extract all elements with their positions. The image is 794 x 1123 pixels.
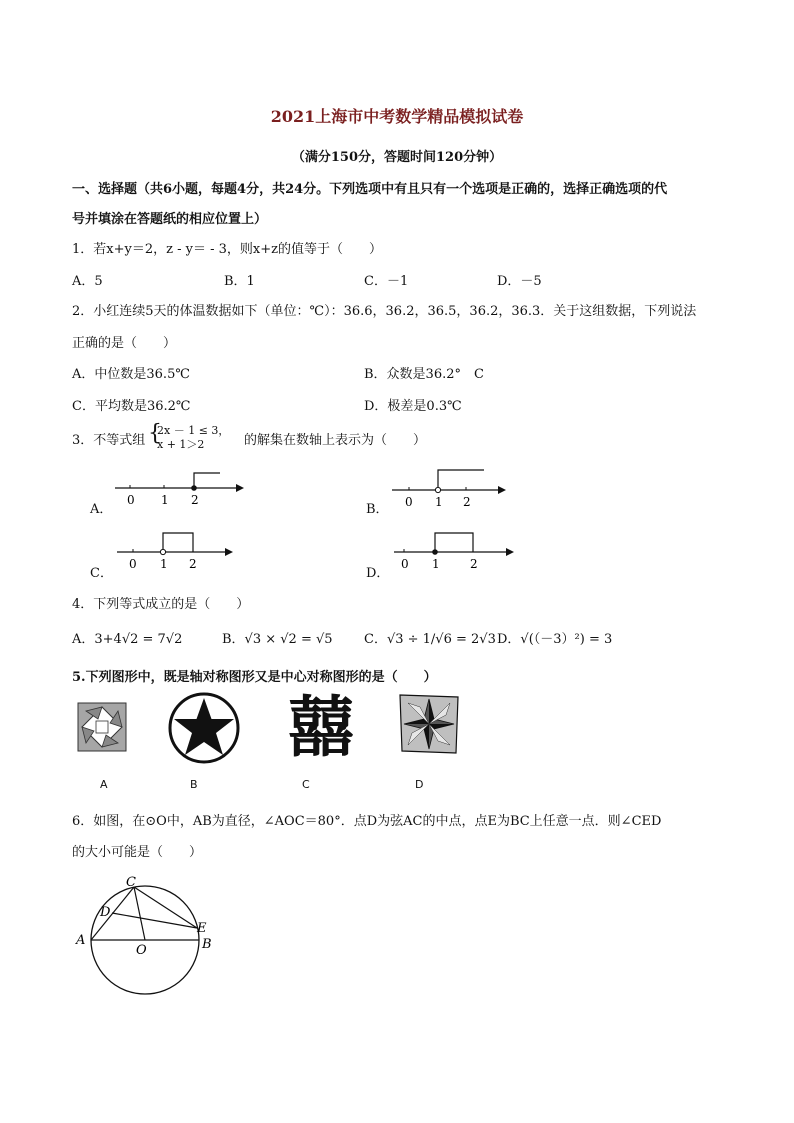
q3-numberline-c <box>115 530 240 572</box>
q3-option-c-label: C． <box>90 566 113 581</box>
q4-option-c: C．√3 ÷ 1/√6 = 2√3 <box>364 632 496 647</box>
q2-option-a: A．中位数是36.5℃ <box>72 367 190 382</box>
q3-numberline-b <box>390 468 515 510</box>
q3-ineq2: x + 1＞2 <box>157 438 205 451</box>
q4-option-a: A．3+4√2 = 7√2 <box>72 632 183 647</box>
q5-label-b: B <box>190 778 198 791</box>
tick-label-2: 2 <box>463 495 471 509</box>
label-e: E <box>197 921 207 936</box>
q4-option-b: B．√3 × √2 = √5 <box>222 632 333 647</box>
label-b: B <box>202 937 212 952</box>
q6-circle-figure <box>70 872 220 1032</box>
tick-label-0: 0 <box>129 557 137 571</box>
solid-point <box>432 549 438 555</box>
q4-stem: 4．下列等式成立的是（ ） <box>72 597 250 612</box>
q3-brace: { <box>148 421 162 446</box>
q5-figure-d <box>400 695 458 753</box>
q1-stem: 1．若x+y＝2，z - y＝ - 3，则x+z的值等于（ ） <box>72 242 382 257</box>
q5-figure-a <box>78 703 126 751</box>
solution-interval <box>435 533 473 552</box>
q5-figure-b <box>168 692 240 764</box>
arrow-icon <box>236 484 244 492</box>
page-title: 2021上海市中考数学精品模拟试卷 <box>270 107 524 126</box>
label-c: C <box>126 875 136 890</box>
open-point <box>160 549 165 554</box>
tick-label-2: 2 <box>189 557 197 571</box>
q6-stem-line1: 6．如图，在⊙O中，AB为直径，∠AOC＝80°．点D为弦AC的中点，点E为BC上任意一点．则∠CED <box>72 814 662 829</box>
q3-ineq1: 2x － 1 ≤ 3， <box>157 424 230 437</box>
tick-label-0: 0 <box>127 493 135 507</box>
tick-label-1: 1 <box>435 495 443 509</box>
q1-option-b: B．1 <box>224 274 255 289</box>
q1-option-d: D．－5 <box>497 274 542 289</box>
q1-option-a: A．5 <box>72 274 103 289</box>
solid-point <box>191 485 197 491</box>
segment-oc <box>134 887 145 940</box>
q3-option-d-label: D． <box>366 566 390 581</box>
q6-stem-line2: 的大小可能是（ ） <box>72 845 203 860</box>
tick-label-1: 1 <box>432 557 440 571</box>
tick-label-0: 0 <box>401 557 409 571</box>
tick-label-1: 1 <box>161 493 169 507</box>
q2-option-b: B．众数是36.2° C <box>364 367 484 382</box>
q2-option-d: D．极差是0.3℃ <box>364 399 462 414</box>
q3-option-a-label: A． <box>90 502 113 517</box>
label-d: D <box>100 905 111 920</box>
page-subtitle: （满分150分，答题时间120分钟） <box>291 150 503 165</box>
q3-stem-prefix: 3．不等式组 <box>72 433 146 448</box>
q5-label-a: A <box>100 778 108 791</box>
tick-label-2: 2 <box>470 557 478 571</box>
q5-figure-c: 囍 <box>288 689 354 766</box>
q3-option-b-label: B． <box>366 502 389 517</box>
q2-stem-line2: 正确的是（ ） <box>72 336 177 351</box>
q3-numberline-d <box>392 530 522 572</box>
tick-label-1: 1 <box>160 557 168 571</box>
section1-line1: 一、选择题（共6小题，每题4分，共24分。下列选项中有且只有一个选项是正确的，选择正确选项的代 <box>72 182 668 197</box>
solution-ray <box>194 473 220 488</box>
arrow-icon <box>225 548 233 556</box>
solution-interval <box>163 533 193 552</box>
tick-label-0: 0 <box>405 495 413 509</box>
q2-stem-line1: 2．小红连续5天的体温数据如下（单位：℃）：36.6，36.2，36.5，36.2，36.3．关于这组数据，下列说法 <box>72 304 697 319</box>
q3-numberline-a <box>110 470 250 510</box>
label-o: O <box>136 943 147 958</box>
q3-stem-suffix: 的解集在数轴上表示为（ ） <box>244 433 427 448</box>
section1-line2: 号并填涂在答题纸的相应位置上） <box>72 212 268 227</box>
q5-stem: 5.下列图形中，既是轴对称图形又是中心对称图形的是（ ） <box>72 670 437 685</box>
arrow-icon <box>498 486 506 494</box>
arrow-icon <box>506 548 514 556</box>
q5-label-c: C <box>302 778 310 791</box>
q5-label-d: D <box>415 778 424 791</box>
center-square <box>96 721 108 733</box>
tick-label-2: 2 <box>191 493 199 507</box>
q1-option-c: C．－1 <box>364 274 409 289</box>
label-a: A <box>76 933 86 948</box>
q4-option-d: D．√(（－3）²) = 3 <box>497 632 613 647</box>
open-point <box>435 487 440 492</box>
segment-de <box>112 913 197 928</box>
q2-option-c: C．平均数是36.2℃ <box>72 399 191 414</box>
solution-ray <box>438 470 484 490</box>
